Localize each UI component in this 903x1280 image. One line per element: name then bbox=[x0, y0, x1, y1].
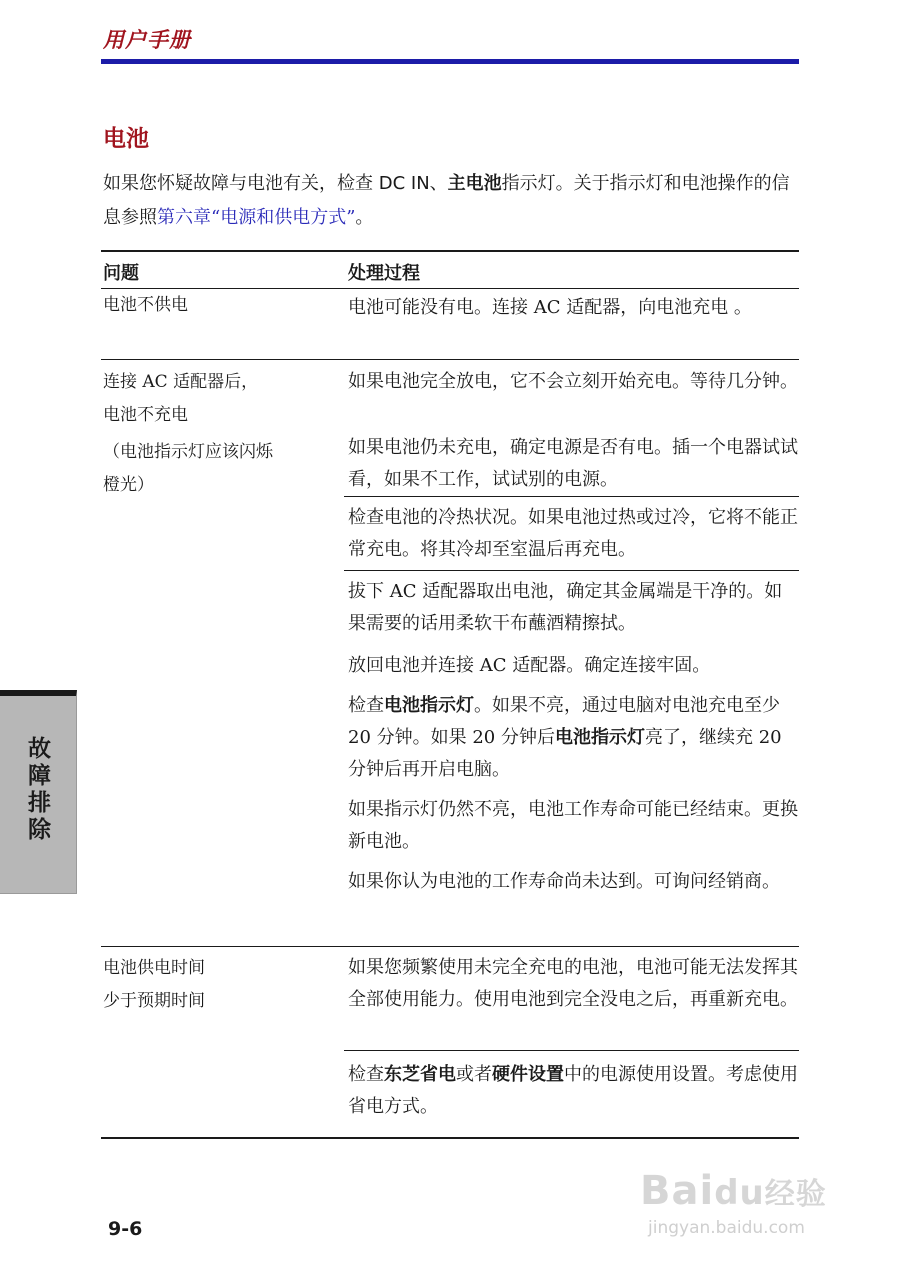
problem-line: 电池不供电 bbox=[103, 295, 188, 315]
solution-item: 放回电池并连接 AC 适配器。确定连接牢固。 bbox=[348, 655, 711, 676]
solution-item: 如果电池仍未充电，确定电源是否有电。插一个电器试试看，如果不工作，试试别的电源。 bbox=[348, 437, 798, 490]
chapter-6-link[interactable]: 第六章“电源和供电方式” bbox=[157, 207, 356, 228]
problem-line: 电池不充电 bbox=[103, 405, 188, 425]
watermark-url: jingyan.baidu.com bbox=[648, 1218, 805, 1238]
chapter-side-tab bbox=[0, 690, 77, 894]
solution-text: 。如果不亮，通过电脑对电池充电至少 20 分钟。如果 20 分钟后 bbox=[348, 695, 780, 748]
problem-cell bbox=[101, 289, 344, 359]
problem-cell bbox=[101, 360, 344, 946]
solution-item bbox=[344, 1050, 799, 1123]
troubleshooting-table bbox=[101, 250, 799, 1139]
solution-item: 检查电池的冷热状况。如果电池过热或过冷，它将不能正常充电。将其冷却至室温后再充电。 bbox=[344, 496, 799, 570]
solution-text: 检查 bbox=[348, 1064, 384, 1085]
side-tab-label: 故障排除 bbox=[28, 736, 51, 843]
intro-text-4: 。 bbox=[355, 207, 374, 228]
watermark-logo-paw: du bbox=[714, 1173, 765, 1213]
problem-line: 橙光） bbox=[103, 475, 154, 495]
intro-text-1: 如果您怀疑故障与电池有关，检查 bbox=[103, 173, 379, 194]
solution-item: 如果你认为电池的工作寿命尚未达到。可询问经销商。 bbox=[348, 871, 780, 892]
solution-item: 如果指示灯仍然不亮，电池工作寿命可能已经结束。更换新电池。 bbox=[348, 799, 798, 852]
watermark-logo-text: Bai bbox=[640, 1168, 715, 1214]
problem-line: （电池指示灯应该闪烁 bbox=[103, 442, 273, 462]
procedure-cell bbox=[344, 947, 799, 1137]
header-problem: 问题 bbox=[103, 263, 139, 284]
header-procedure: 处理过程 bbox=[348, 263, 420, 284]
problem-line: 少于预期时间 bbox=[103, 991, 205, 1011]
problem-line: 电池供电时间 bbox=[103, 958, 205, 978]
intro-dcin: DC IN bbox=[378, 173, 430, 194]
header-rule bbox=[101, 59, 799, 64]
hw-setup-term: 硬件设置 bbox=[492, 1064, 564, 1085]
solution-item bbox=[344, 686, 799, 794]
solution-item: 拔下 AC 适配器取出电池，确定其金属端是干净的。如果需要的话用柔软干布蘸酒精擦拭。 bbox=[344, 570, 799, 650]
battery-indicator-term: 电池指示灯 bbox=[554, 727, 645, 748]
table-row bbox=[101, 359, 799, 946]
section-title: 电池 bbox=[103, 126, 149, 152]
toshiba-power-saver-term: 东芝省电 bbox=[384, 1064, 456, 1085]
watermark-logo-cn: 经验 bbox=[764, 1177, 827, 1212]
solution-text: 中的电源使用设置。考虑使用省电方式。 bbox=[348, 1064, 798, 1117]
intro-text-2: 、 bbox=[429, 173, 448, 194]
procedure-cell bbox=[344, 360, 799, 946]
problem-line: 连接 AC 适配器后， bbox=[103, 372, 259, 392]
table-row bbox=[101, 946, 799, 1137]
solution-text: 亮了，继续充 20 分钟后再开启电脑。 bbox=[348, 727, 782, 780]
problem-cell bbox=[101, 947, 344, 1137]
watermark-logo bbox=[640, 1168, 827, 1214]
solution-text: 或者 bbox=[456, 1064, 492, 1085]
solution-item: 如果电池完全放电，它不会立刻开始充电。等待几分钟。 bbox=[348, 371, 798, 392]
intro-text-3: 指示灯。关于指示灯和电池操作的信息参照 bbox=[103, 173, 790, 228]
table-header bbox=[101, 252, 799, 289]
procedure-cell bbox=[344, 289, 799, 359]
running-header-title: 用户手册 bbox=[103, 28, 191, 52]
table-row bbox=[101, 289, 799, 359]
intro-main-battery: 主电池 bbox=[447, 173, 502, 194]
intro-paragraph bbox=[103, 167, 803, 235]
page-number: 9-6 bbox=[108, 1218, 143, 1240]
solution-item: 电池可能没有电。连接 AC 适配器，向电池充电 。 bbox=[348, 297, 752, 318]
solution-text: 检查 bbox=[348, 695, 384, 716]
battery-indicator-term: 电池指示灯 bbox=[384, 695, 474, 716]
solution-item: 如果您频繁使用未完全充电的电池，电池可能无法发挥其全部使用能力。使用电池到完全没电之后，再重新充电。 bbox=[348, 957, 798, 1010]
